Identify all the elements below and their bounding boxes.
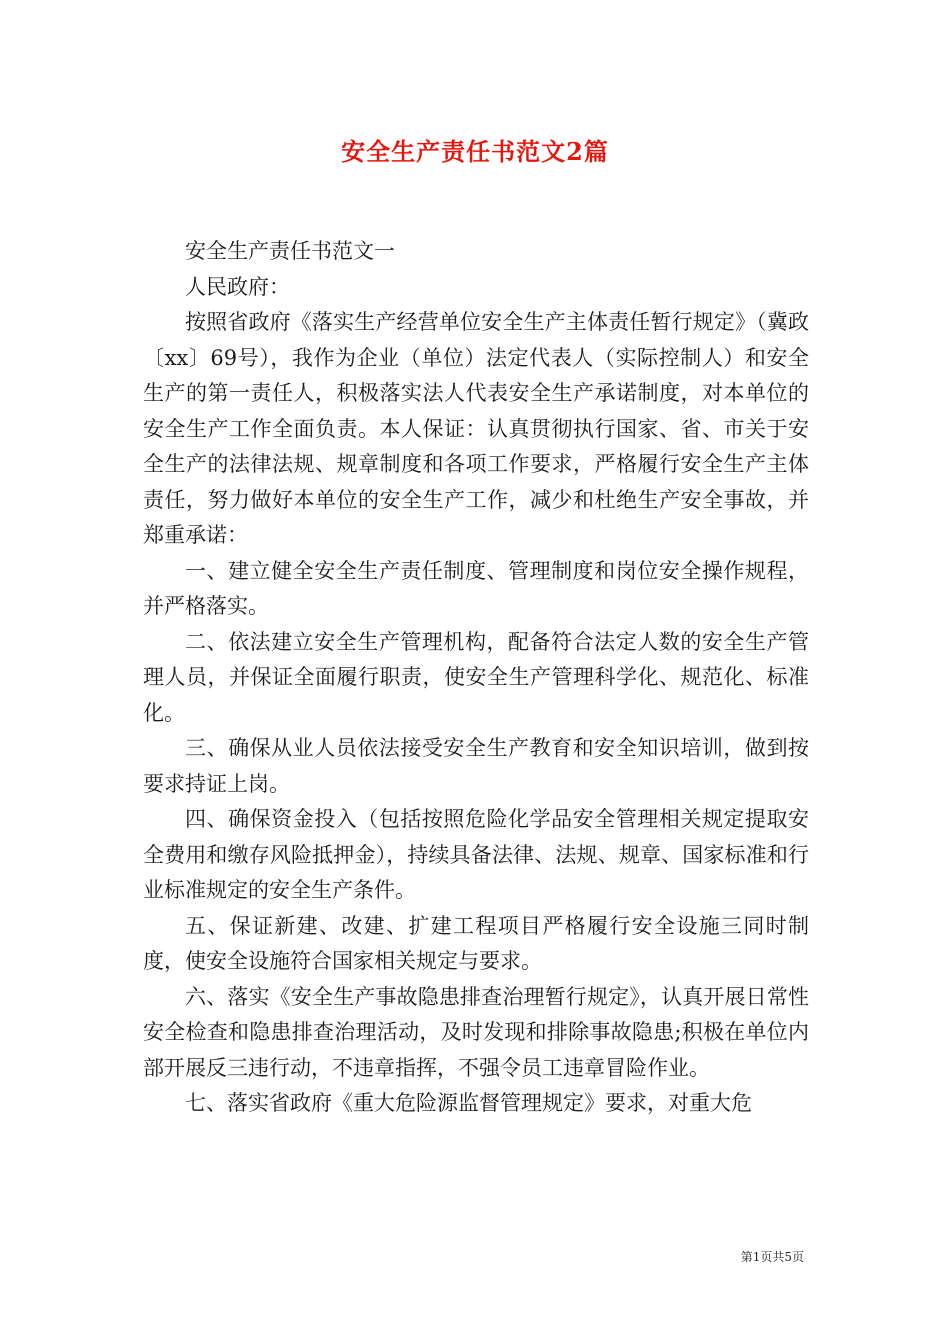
commitment-item-4: 四、确保资金投入（包括按照危险化学品安全管理相关规定提取安全费用和缴存风险抵押金），持续具备法律、法规、规章、国家标准和行业标准规定的安全生产条件。 [143, 807, 809, 902]
addressee-line: 人民政府： [185, 274, 290, 299]
intro-paragraph: 按照省政府《落实生产经营单位安全生产主体责任暂行规定》（冀政〔xx〕69号），我作为企业（单位）法定代表人（实际控制人）和安全生产的第一责任人，积极落实法人代表安全生产承诺制度，对本单位的安全生产工作全面负责。本人保证：认真贯彻执行国家、省、市关于安全生产的法律法规、规章制度和各项工作要求，严格履行安全生产主体责任，努力做好本单位的安全生产工作，减少和杜绝生产安全事故，并郑重承诺： [143, 310, 809, 547]
commitment-item-3: 三、确保从业人员依法接受安全生产教育和安全知识培训，做到按要求持证上岗。 [143, 736, 809, 796]
document-title: 安全生产责任书范文2篇 [341, 137, 609, 166]
page-number-footer: 第1页共5页 [740, 1250, 804, 1264]
commitment-item-5: 五、保证新建、改建、扩建工程项目严格履行安全设施三同时制度，使安全设施符合国家相关规定与要求。 [143, 913, 809, 973]
commitment-item-2: 二、依法建立安全生产管理机构，配备符合法定人数的安全生产管理人员，并保证全面履行职责，使安全生产管理科学化、规范化、标准化。 [143, 629, 809, 725]
commitment-item-6: 六、落实《安全生产事故隐患排查治理暂行规定》，认真开展日常性安全检查和隐患排查治理活动，及时发现和排除事故隐患;积极在单位内部开展反三违行动，不违章指挥，不强令员工违章冒险作业。 [143, 984, 809, 1080]
section-heading: 安全生产责任书范文一 [185, 239, 395, 263]
commitment-item-7: 七、落实省政府《重大危险源监督管理规定》要求，对重大危 [185, 1091, 752, 1115]
document-body [143, 234, 809, 1122]
commitment-item-1: 一、建立健全安全生产责任制度、管理制度和岗位安全操作规程，并严格落实。 [143, 558, 809, 618]
